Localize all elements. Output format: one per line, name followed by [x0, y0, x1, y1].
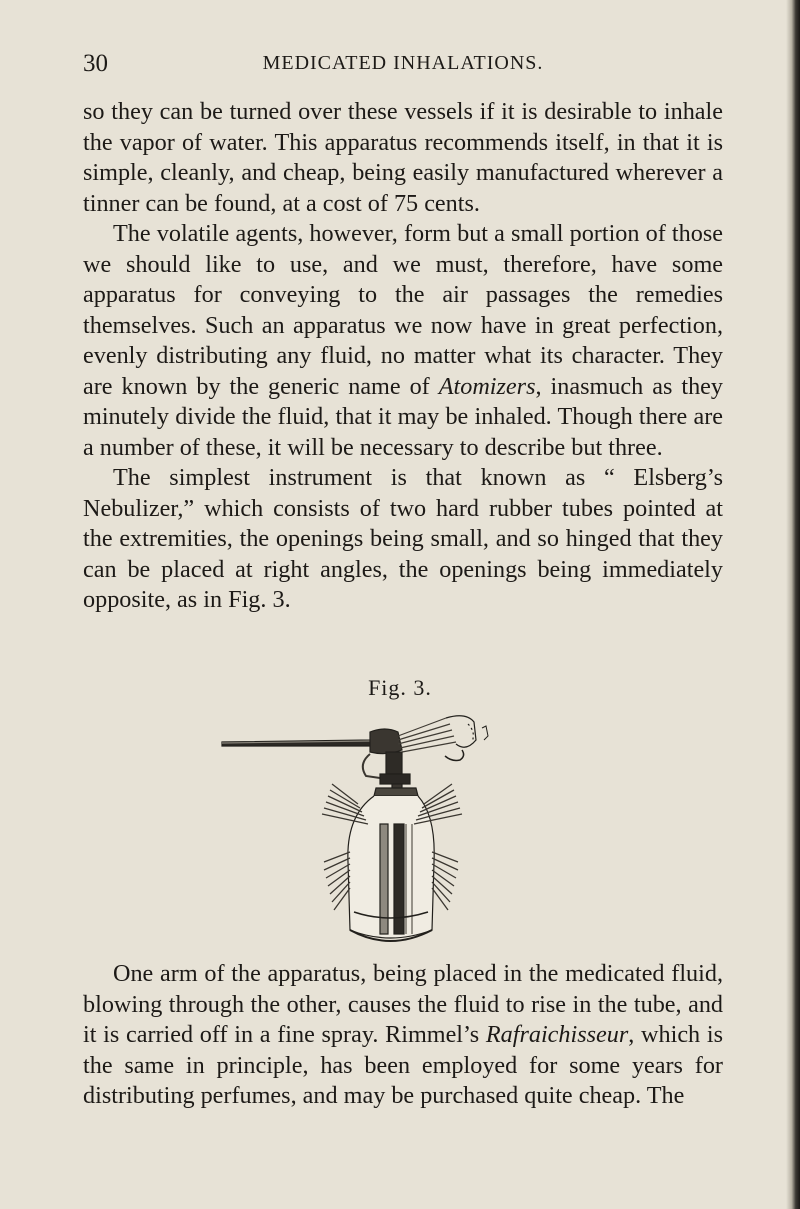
paragraph-atomizers [83, 219, 723, 463]
page-edge-shadow [786, 0, 800, 1209]
paragraph-nebulizer: The simplest instrument is that known as “ Elsberg’s Nebulizer,” which consists of two hard rubber tubes pointed at the extremities, the openings being small, and so hinged that they can be placed at right angles, the openings being immediately opposite, as in Fig. 3. [83, 464, 723, 613]
atomizer-nebulizer-illustration [220, 712, 760, 952]
paragraph-text: One arm of the apparatus, being placed in the medicated fluid, blowing through the other, causes the fluid to rise in the tube, and it is carried off in a fine spray. Rimmel’s [83, 960, 723, 1048]
body-text-top [83, 97, 723, 616]
italic-term-rafraichisseur: Rafraichisseur [485, 1021, 629, 1048]
paragraph-text: , inasmuch as they minutely divide the fluid, that it may be inhaled. Though there are a number of these, it will be necessary to describe but three. [83, 372, 723, 461]
body-text-bottom [83, 959, 723, 1112]
paragraph-text: , which is the same in principle, has been employed for some years for distributing perfumes, and may be purchased quite cheap. The [83, 1021, 723, 1109]
paragraph-continued: so they can be turned over these vessels if it is desirable to inhale the vapor of water. This apparatus recommends itself, in that it is simple, cleanly, and cheap, being easily manufactured wherever a tinner can be found, at a cost of 75 cents. [83, 98, 723, 217]
figure-label: Fig. 3. [368, 675, 432, 700]
paragraph-rafraichisseur [83, 959, 723, 1112]
page-number: 30 [83, 50, 108, 77]
italic-term-atomizers: Atomizers [438, 372, 536, 400]
paragraph-text: The volatile agents, however, form but a small portion of those we should like to use, and we must, therefore, have some apparatus for conveying to the air passages the remedies themselves. Such an apparatus we now have in great perfection, evenly distributing any fluid, no matter what its character. They are known by the generic name of [83, 220, 723, 400]
page-header [83, 50, 723, 82]
figure-atomizer [220, 712, 760, 952]
running-title: MEDICATED INHALATIONS. [262, 52, 544, 74]
